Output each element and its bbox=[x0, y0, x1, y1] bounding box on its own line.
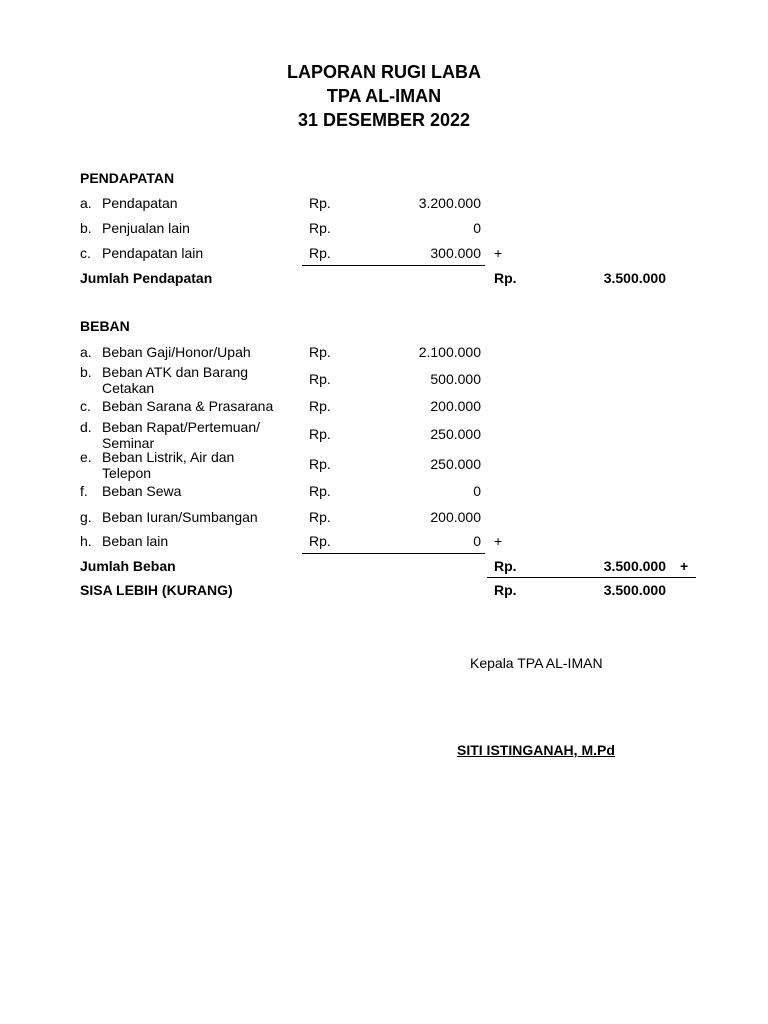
row-amount: 250.000 bbox=[430, 426, 481, 442]
row-label: Beban Sarana & Prasarana bbox=[102, 398, 274, 414]
report-date: 31 DESEMBER 2022 bbox=[297, 110, 471, 130]
row-amount: 2.100.000 bbox=[418, 344, 481, 360]
row-currency: Rp. bbox=[309, 483, 331, 499]
total-label: Jumlah Beban bbox=[80, 558, 176, 574]
plus-sign: + bbox=[680, 558, 689, 574]
row-label: Beban ATK dan Barang Cetakan bbox=[102, 364, 249, 396]
sisa-amount: 3.500.000 bbox=[603, 582, 666, 598]
organization-name: TPA AL-IMAN bbox=[326, 86, 442, 106]
row-currency: Rp. bbox=[309, 426, 331, 442]
row-currency: Rp. bbox=[309, 371, 331, 387]
total-label: Jumlah Pendapatan bbox=[80, 270, 213, 286]
total-currency: Rp. bbox=[494, 558, 517, 574]
row-letter: b. bbox=[80, 220, 92, 236]
row-currency: Rp. bbox=[309, 195, 331, 211]
row-label: Pendapatan lain bbox=[102, 245, 204, 261]
row-amount: 200.000 bbox=[430, 398, 481, 414]
subtotal-rule bbox=[302, 553, 485, 554]
pendapatan-heading: PENDAPATAN bbox=[80, 170, 175, 186]
row-amount: 300.000 bbox=[430, 245, 481, 261]
row-currency: Rp. bbox=[309, 220, 331, 236]
row-letter: c. bbox=[80, 245, 91, 261]
row-amount: 0 bbox=[473, 220, 481, 236]
row-currency: Rp. bbox=[309, 456, 331, 472]
report-title: LAPORAN RUGI LABA bbox=[287, 62, 481, 82]
row-label: Beban Rapat/Pertemuan/ Seminar bbox=[102, 419, 260, 451]
plus-sign: + bbox=[494, 245, 503, 261]
sisa-currency: Rp. bbox=[494, 582, 517, 598]
row-label: Beban lain bbox=[102, 533, 169, 549]
row-letter: a. bbox=[80, 344, 92, 360]
row-currency: Rp. bbox=[309, 509, 331, 525]
signature-title: Kepala TPA AL-IMAN bbox=[470, 655, 603, 671]
row-amount: 0 bbox=[473, 533, 481, 549]
row-letter: f. bbox=[80, 483, 88, 499]
row-label: Beban Sewa bbox=[102, 483, 182, 499]
subtotal-rule bbox=[302, 265, 485, 266]
total-amount: 3.500.000 bbox=[603, 558, 666, 574]
row-letter: b. bbox=[80, 364, 92, 380]
signature-name: SITI ISTINGANAH, M.Pd bbox=[457, 742, 615, 758]
row-label: Beban Listrik, Air dan Telepon bbox=[102, 449, 235, 481]
row-letter: a. bbox=[80, 195, 92, 211]
total-amount: 3.500.000 bbox=[603, 270, 666, 286]
row-letter: c. bbox=[80, 398, 91, 414]
row-currency: Rp. bbox=[309, 533, 331, 549]
row-letter: e. bbox=[80, 449, 92, 465]
row-label: Beban Gaji/Honor/Upah bbox=[102, 344, 251, 360]
row-label: Penjualan lain bbox=[102, 220, 190, 236]
row-amount: 250.000 bbox=[430, 456, 481, 472]
row-letter: d. bbox=[80, 419, 92, 435]
row-label: Beban Iuran/Sumbangan bbox=[102, 509, 258, 525]
row-currency: Rp. bbox=[309, 245, 331, 261]
row-amount: 200.000 bbox=[430, 509, 481, 525]
beban-heading: BEBAN bbox=[80, 318, 130, 334]
row-label: Pendapatan bbox=[102, 195, 178, 211]
row-currency: Rp. bbox=[309, 398, 331, 414]
row-letter: h. bbox=[80, 533, 92, 549]
sisa-label: SISA LEBIH (KURANG) bbox=[80, 582, 233, 598]
row-amount: 0 bbox=[473, 483, 481, 499]
total-rule bbox=[487, 577, 696, 578]
row-amount: 500.000 bbox=[430, 371, 481, 387]
row-letter: g. bbox=[80, 509, 92, 525]
row-currency: Rp. bbox=[309, 344, 331, 360]
plus-sign: + bbox=[494, 533, 503, 549]
total-currency: Rp. bbox=[494, 270, 517, 286]
row-amount: 3.200.000 bbox=[418, 195, 481, 211]
